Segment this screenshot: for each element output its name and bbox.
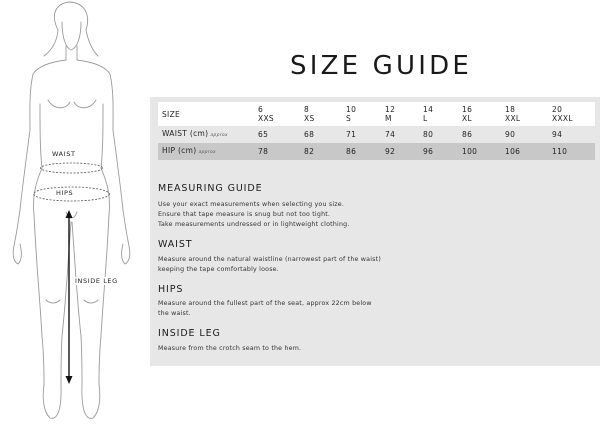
- row-label-text: WAIST (cm): [162, 129, 209, 138]
- size-code: XL: [462, 114, 472, 123]
- table-cell: 100: [458, 143, 501, 160]
- measuring-guide-heading: MEASURING GUIDE: [158, 183, 263, 194]
- body-figure: [0, 0, 150, 424]
- guide-line: Ensure that tape measure is snug but not too tight.: [158, 211, 331, 218]
- approx-note: approx: [210, 133, 228, 138]
- inside-leg-label: INSIDE LEG: [75, 277, 118, 285]
- size-number: 10: [346, 105, 357, 114]
- size-code: XS: [304, 114, 315, 123]
- table-cell: 92: [381, 143, 419, 160]
- table-cell: 71: [342, 126, 381, 143]
- hip-row: [158, 143, 595, 160]
- table-cell: 90: [501, 126, 548, 143]
- table-cell: 110: [548, 143, 595, 160]
- table-cell: 68: [300, 126, 342, 143]
- table-cell: 82: [300, 143, 342, 160]
- size-column-header: [501, 102, 548, 126]
- size-column-header: [300, 102, 342, 126]
- inside-leg-arrow: [66, 210, 73, 384]
- size-number: 18: [505, 105, 516, 114]
- hips-heading: HIPS: [158, 284, 184, 295]
- table-cell: 80: [419, 126, 458, 143]
- size-code: XXL: [505, 114, 521, 123]
- table-cell: 86: [342, 143, 381, 160]
- guide-line: Use your exact measurements when selecting you size.: [158, 201, 345, 208]
- size-code: S: [346, 114, 352, 123]
- waist-label: WAIST: [52, 150, 76, 158]
- table-cell: 96: [419, 143, 458, 160]
- waist-row: [158, 126, 595, 143]
- size-code: M: [385, 114, 392, 123]
- waist-text: [158, 255, 381, 275]
- guide-line: Measure from the crotch seam to the hem.: [158, 345, 302, 352]
- hips-text: [158, 299, 372, 319]
- table-cell: 78: [254, 143, 300, 160]
- waist-measure-ellipse: [41, 163, 103, 173]
- size-code: XXXL: [552, 114, 573, 123]
- size-column-header: [458, 102, 501, 126]
- guide-line: Take measurements undressed or in lightweight clothing.: [158, 221, 350, 228]
- guide-line: keeping the tape comfortably loose.: [158, 266, 279, 273]
- size-column-header: [381, 102, 419, 126]
- guide-line: Measure around the fullest part of the seat, approx 22cm below: [158, 300, 372, 307]
- size-number: 20: [552, 105, 563, 114]
- size-column-header: [342, 102, 381, 126]
- size-column-header: [254, 102, 300, 126]
- size-code: XXS: [258, 114, 274, 123]
- size-column-header: [419, 102, 458, 126]
- row-label-text: HIP (cm): [162, 146, 197, 155]
- size-table: [158, 102, 595, 160]
- table-cell: 106: [501, 143, 548, 160]
- table-cell: 65: [254, 126, 300, 143]
- guide-line: Measure around the natural waistline (narrowest part of the waist): [158, 256, 381, 263]
- size-guide-panel: [150, 97, 600, 366]
- size-number: 16: [462, 105, 473, 114]
- table-cell: 74: [381, 126, 419, 143]
- size-number: 6: [258, 105, 264, 114]
- size-number: 8: [304, 105, 310, 114]
- size-header-label: SIZE: [158, 102, 254, 126]
- row-label: [158, 143, 254, 160]
- table-cell: 86: [458, 126, 501, 143]
- size-header-row: [158, 102, 595, 126]
- table-cell: 94: [548, 126, 595, 143]
- page-title: SIZE GUIDE: [290, 51, 472, 81]
- size-number: 14: [423, 105, 434, 114]
- size-column-header: [548, 102, 595, 126]
- inside-leg-heading: INSIDE LEG: [158, 328, 221, 339]
- row-label: [158, 126, 254, 143]
- size-number: 12: [385, 105, 396, 114]
- hips-label: HIPS: [56, 189, 74, 197]
- approx-note: approx: [198, 150, 216, 155]
- waist-heading: WAIST: [158, 239, 193, 250]
- inside-leg-text: [158, 344, 301, 354]
- guide-line: the waist.: [158, 310, 191, 317]
- measuring-guide-text: [158, 200, 350, 230]
- size-code: L: [423, 114, 428, 123]
- body-outline-illustration: [0, 0, 150, 424]
